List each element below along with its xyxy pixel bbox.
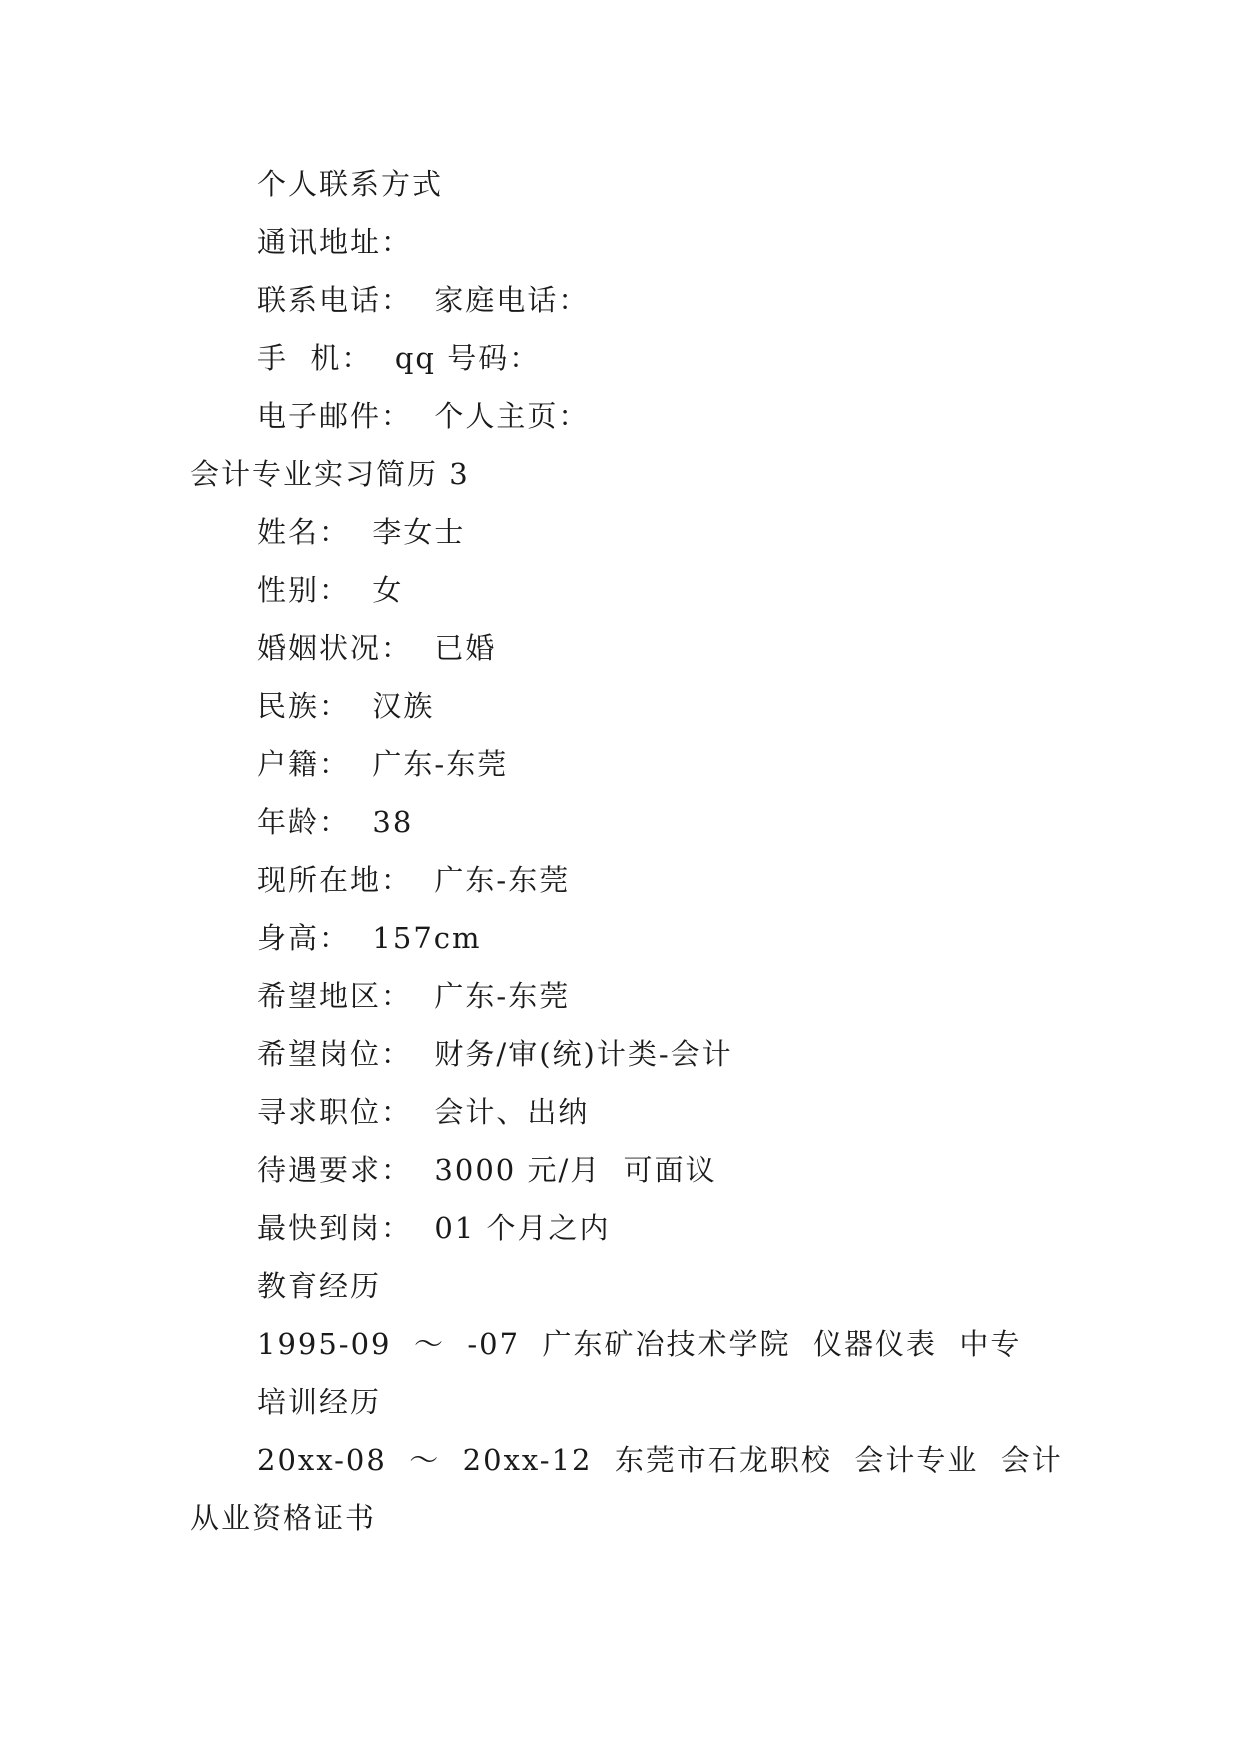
text-line: 联系电话： 家庭电话： xyxy=(257,283,590,317)
text-line: 待遇要求： 3000 元/月 可面议 xyxy=(257,1153,717,1187)
text-line: 希望岗位： 财务/审(统)计类-会计 xyxy=(257,1037,733,1071)
section-heading-training: 培训经历 xyxy=(257,1385,382,1419)
text-line: 寻求职位： 会计、出纳 xyxy=(257,1095,590,1129)
text-line: 年龄： 38 xyxy=(257,805,414,839)
text-line: 电子邮件： 个人主页： xyxy=(257,399,590,433)
text-line: 性别： 女 xyxy=(257,573,404,607)
section-heading-contact: 个人联系方式 xyxy=(257,167,444,201)
text-line: 民族： 汉族 xyxy=(257,689,435,723)
text-line: 婚姻状况： 已婚 xyxy=(257,631,497,665)
text-line: 身高： 157cm xyxy=(257,921,482,955)
text-line: 希望地区： 广东-东莞 xyxy=(257,979,571,1013)
text-line: 现所在地： 广东-东莞 xyxy=(257,863,571,897)
section-heading-education: 教育经历 xyxy=(257,1269,382,1303)
text-line: 最快到岗： 01 个月之内 xyxy=(257,1211,611,1245)
text-line: 户籍： 广东-东莞 xyxy=(257,747,509,781)
text-line: 通讯地址： xyxy=(257,225,413,259)
text-line: 手 机： qq 号码： xyxy=(257,341,541,375)
training-entry: 20xx-08 ～ 20xx-12 东莞市石龙职校 会计专业 会计 xyxy=(257,1443,1063,1477)
text-line: 姓名： 李女士 xyxy=(257,515,466,549)
training-entry-continuation: 从业资格证书 xyxy=(190,1501,377,1535)
document-title: 会计专业实习简历 3 xyxy=(190,457,470,491)
education-entry: 1995-09 ～ -07 广东矿冶技术学院 仪器仪表 中专 xyxy=(257,1327,1022,1361)
